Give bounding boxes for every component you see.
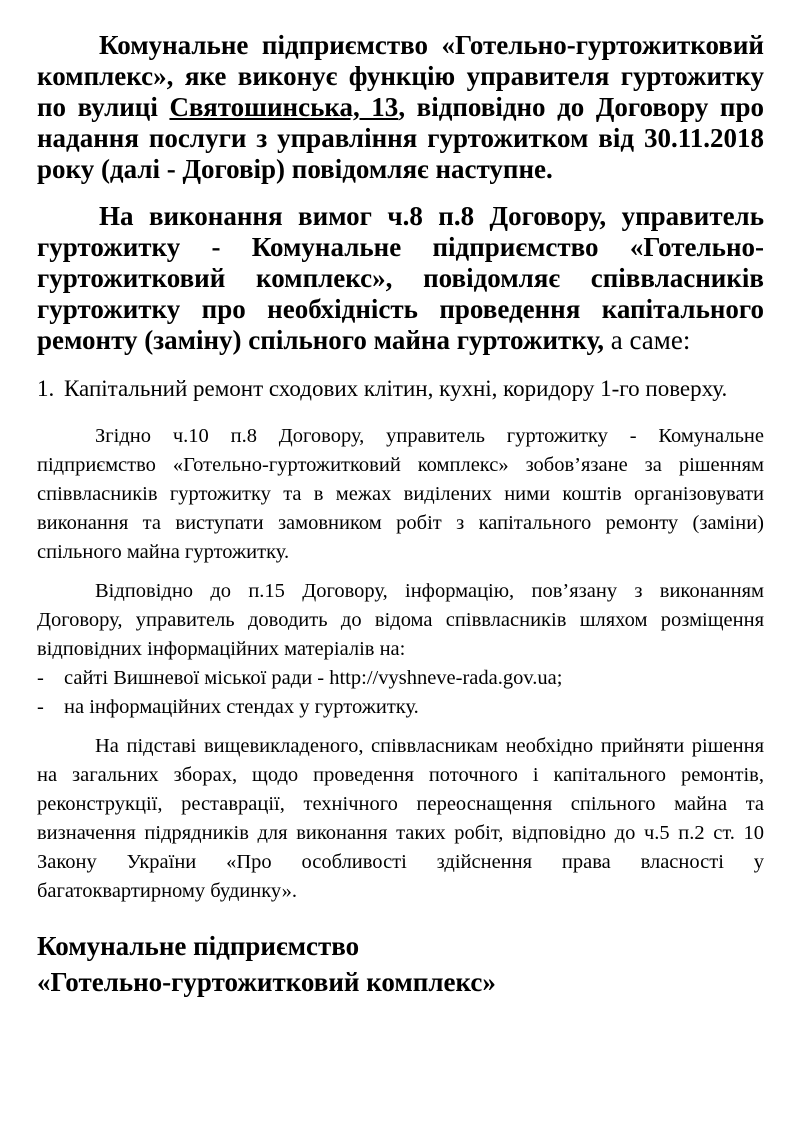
signature-line-1: Комунальне підприємство — [37, 931, 360, 961]
notice-bold-text: На виконання вимог ч.8 п.8 Договору, управитель гуртожитку - Комунальне підприємство «Готельно-гуртожитковий комплекс», повідомляє співвласників гуртожитку про необхідність проведення капітального ремонту (заміну) спільного майна гуртожитку, — [37, 201, 764, 355]
notice-normal-text: а саме: — [604, 325, 691, 355]
notice-paragraph — [37, 201, 764, 356]
repair-list-text: Капітальний ремонт сходових клітин, кухні, коридору 1-го поверху. — [64, 376, 728, 401]
channel-text-website: сайті Вишневої міської ради - http://vyshneve-rada.gov.ua; — [64, 667, 563, 689]
channel-item-stands — [37, 693, 764, 722]
document-page — [37, 30, 764, 1000]
signature-line-2: «Готельно-гуртожитковий комплекс» — [37, 967, 496, 997]
dash-bullet: - — [37, 696, 44, 718]
dash-bullet: - — [37, 667, 44, 689]
repair-list-item — [37, 374, 764, 403]
intro-text-before: Комунальне підприємство «Готельно-гуртожитковий комплекс», яке виконує функцію управителя гуртожитку по вулиці — [37, 30, 764, 122]
intro-text-after: , відповідно до Договору про надання послуги з управління гуртожитком від 30.11.2018 року (далі - Договір) повідомляє наступне. — [37, 92, 765, 184]
intro-paragraph — [37, 30, 764, 185]
signature-block — [37, 928, 764, 1000]
channel-text-stands: на інформаційних стендах у гуртожитку. — [64, 696, 419, 718]
address-link-text: Святошинська, 13 — [169, 92, 399, 122]
conclusion-paragraph: На підставі вищевикладеного, співвласникам необхідно прийняти рішення на загальних зборах, щодо проведення поточного і капітального ремонтів, реконструкції, реставрації, технічного переоснащення спільного майна та визначення підрядників для виконання таких робіт, відповідно до ч.5 п.2 ст. 10 Закону України «Про особливості здійснення права власності у багатоквартирному будинку». — [37, 735, 764, 902]
repair-list-number: 1. — [37, 376, 55, 401]
channel-item-website — [37, 664, 764, 693]
clause15-paragraph: Відповідно до п.15 Договору, інформацію, пов’язану з виконанням Договору, управитель доводить до відома співвласників шляхом розміщення відповідних інформаційних матеріалів на: — [37, 580, 764, 660]
clause10-paragraph: Згідно ч.10 п.8 Договору, управитель гуртожитку - Комунальне підприємство «Готельно-гуртожитковий комплекс» зобов’язане за рішенням співвласників гуртожитку та в межах виділених ними коштів організовувати виконання та виступати замовником робіт з капітального ремонту (заміни) спільного майна гуртожитку. — [37, 425, 764, 563]
